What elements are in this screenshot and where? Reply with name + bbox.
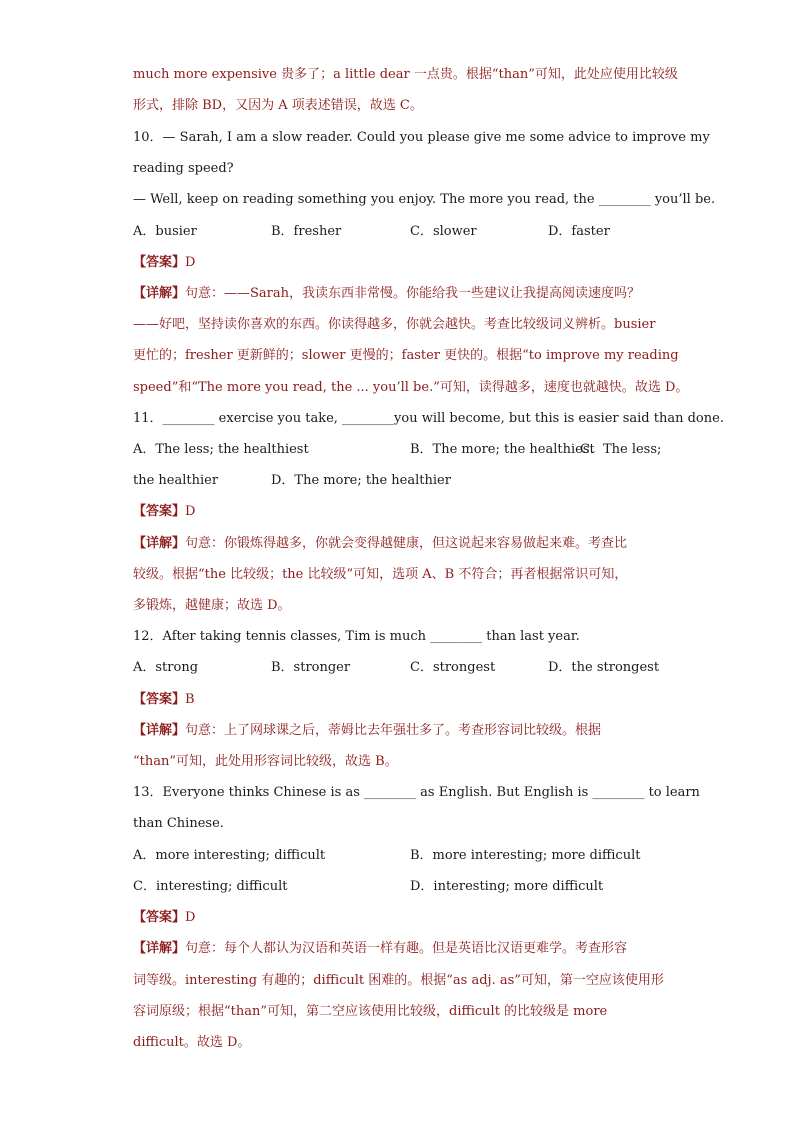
option-c: C．strongest — [410, 660, 496, 675]
detail-line: 容词原级；根据“than”可知，第二空应该使用比较级，difficult 的比较级是 more — [133, 1004, 608, 1019]
answer-line — [133, 910, 195, 926]
question-12-text: 12．After taking tennis classes, Tim is much ________ than last year. — [133, 629, 580, 644]
detail-label: 【详解】 — [133, 941, 186, 956]
answer-line — [133, 255, 195, 271]
option-b: B．stronger — [271, 660, 351, 675]
detail-text: 句意：——Sarah，我读东西非常慢。你能给我一些建议让我提高阅读速度吗？ — [185, 286, 641, 301]
detail-line: 词等级。interesting 有趣的；difficult 困难的。根据“as adj. as”可知，第一空应该使用形 — [133, 973, 664, 988]
option-c: C．slower — [410, 224, 477, 239]
detail-line — [133, 286, 640, 302]
detail-line: difficult。故选 D。 — [133, 1035, 251, 1050]
answer-label: 【答案】 — [133, 910, 186, 925]
option-b: B．The more; the healthiest — [410, 442, 595, 457]
question-10-text: — Well, keep on reading something you enjoy. The more you read, the ________ you’ll be. — [133, 192, 716, 207]
option-c-continued: the healthier — [133, 473, 219, 488]
detail-line: ——好吧，坚持读你喜欢的东西。你读得越多，你就会越快。考查比较级词义辨析。busier — [133, 317, 656, 332]
option-d: D．The more; the healthier — [271, 473, 451, 488]
answer-line — [133, 504, 195, 520]
question-10-text: 10．— Sarah, I am a slow reader. Could you please give me some advice to improve my — [133, 130, 710, 145]
detail-label: 【详解】 — [133, 536, 186, 551]
detail-line — [133, 941, 627, 957]
detail-line — [133, 536, 627, 552]
explanation-line: 形式，排除 BD，又因为 A 项表述错误，故选 C。 — [133, 98, 423, 113]
detail-line: speed”和“The more you read, the ... you’ll be.”可知，读得越多，速度也就越快。故选 D。 — [133, 380, 689, 395]
detail-label: 【详解】 — [133, 723, 186, 738]
answer-label: 【答案】 — [133, 255, 186, 270]
option-a: A．more interesting; difficult — [133, 848, 326, 863]
detail-line: 更忙的；fresher 更新鲜的；slower 更慢的；faster 更快的。根据“to improve my reading — [133, 348, 679, 363]
detail-text: 句意：每个人都认为汉语和英语一样有趣。但是英语比汉语更难学。考查形容 — [185, 941, 628, 956]
question-13-text: than Chinese. — [133, 816, 224, 831]
detail-label: 【详解】 — [133, 286, 186, 301]
detail-line: 较级。根据“the 比较级；the 比较级”可知，选项 A、B 不符合；再者根据常识可知， — [133, 567, 628, 582]
question-11-text: 11．________ exercise you take, ________you will become, but this is easier said than done. — [133, 411, 724, 426]
answer-value: D — [185, 504, 196, 519]
option-c: C．interesting; difficult — [133, 879, 288, 894]
answer-label: 【答案】 — [133, 692, 186, 707]
option-a: A．busier — [133, 224, 197, 239]
detail-text: 句意：你锻炼得越多，你就会变得越健康，但这说起来容易做起来难。考查比 — [185, 536, 628, 551]
option-d: D．faster — [548, 224, 610, 239]
detail-line: “than”可知，此处用形容词比较级，故选 B。 — [133, 754, 398, 769]
question-13-text: 13．Everyone thinks Chinese is as ________ as English. But English is ________ to learn — [133, 785, 700, 800]
explanation-line: much more expensive 贵多了；a little dear 一点贵。根据“than”可知，此处应使用比较级 — [133, 67, 678, 82]
option-b: B．fresher — [271, 224, 342, 239]
option-d: D．interesting; more difficult — [410, 879, 604, 894]
option-d: D．the strongest — [548, 660, 660, 675]
detail-line — [133, 723, 601, 739]
answer-value: D — [185, 910, 196, 925]
question-10-text: reading speed? — [133, 161, 234, 176]
option-c: C．The less; — [580, 442, 662, 457]
option-a: A．strong — [133, 660, 199, 675]
answer-value: D — [185, 255, 196, 270]
detail-text: 句意：上了网球课之后，蒂姆比去年强壮多了。考查形容词比较级。根据 — [185, 723, 602, 738]
answer-label: 【答案】 — [133, 504, 186, 519]
answer-value: B — [185, 692, 195, 707]
answer-line — [133, 692, 195, 708]
detail-line: 多锻炼，越健康；故选 D。 — [133, 598, 291, 613]
option-a: A．The less; the healthiest — [133, 442, 309, 457]
option-b: B．more interesting; more difficult — [410, 848, 641, 863]
